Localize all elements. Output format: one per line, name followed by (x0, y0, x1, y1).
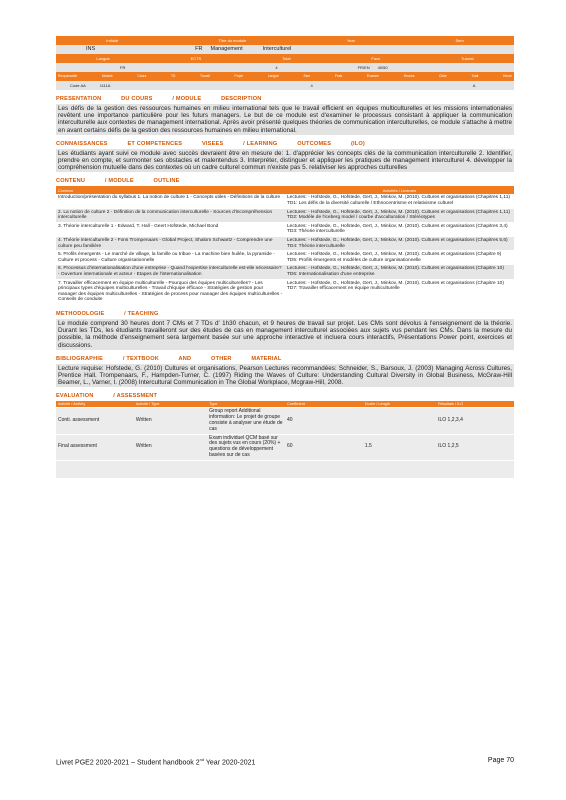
heading-word: ET COMPETENCES (127, 140, 183, 147)
evaluation-type (134, 460, 207, 478)
evaluation-description: Group report Additional information: Le projet de groupe consiste à analyser une étude de cas (207, 408, 285, 434)
evaluation-type: Written (134, 408, 207, 434)
heading-word: / ASSESSMENT (113, 393, 158, 400)
header-cell: Langue (96, 56, 110, 61)
table-row (56, 279, 514, 304)
header-cell: 4 (275, 65, 278, 70)
outline-header-content: Contenu (56, 186, 285, 194)
section-heading-presentation (56, 96, 514, 102)
evaluation-length (363, 460, 436, 478)
heading-word: / MODULE (104, 178, 134, 185)
outline-content: 7. Travailler efficacement en équipe multiculturelle - Pourquoi des équipes multiculturelles? - Les principaux types d'équipes multiculturelles - Travail d'équipe efficace - Stratégies de gestion pour manager des équipes multiculturelles - Stratégies de process pour manager des équipes multiculturelles - Conseils de conduite (56, 279, 285, 304)
table-row (56, 222, 514, 236)
heading-word: DESCRIPTION (221, 96, 262, 102)
heading-word: CONTENU (56, 178, 86, 185)
section-heading-bibliographie (56, 356, 514, 362)
header-row-6 (56, 81, 514, 90)
outline-content: 2. La notion de culture 2 - Définition de la communication interculturelle - Sources d'incompréhension interculturelle (56, 208, 285, 222)
header-cell: FR/EN (357, 65, 370, 70)
table-row (56, 460, 514, 478)
footer-page-number: Page 70 (487, 757, 514, 764)
header-cell: Management (210, 46, 243, 52)
table-row (56, 251, 514, 265)
heading-word: CONNAISSANCES (56, 140, 108, 147)
table-row (56, 408, 514, 434)
section-heading-competences (56, 141, 514, 147)
competences-text: Les étudiants ayant suivi ce module avec succès devraient être en mesure de: 1. d'apprécier les concepts clés de la communication interculturelle 2. Identifier, prendre en compte, et surmonter ses obstacles et malentendus 3. Interpréter, distinguer et appliquer les pratiques de management interculturel 4. développer la compréhension mutuelle dans des contextes où un cadre culturel commun n'existe pas 5. relativiser les approches culturelles (58, 149, 512, 172)
footer-title-superscript: nd (199, 757, 205, 762)
header-cell: Sem (303, 74, 311, 78)
page-footer (56, 757, 514, 766)
heading-word: (ILO) (350, 140, 365, 147)
evaluation-header: Résultats / ILO (436, 401, 514, 408)
header-row-2 (56, 45, 514, 54)
heading-word: BIBLIOGRAPHIE (56, 355, 104, 362)
heading-word: / TEXTBOOK (122, 355, 159, 362)
footer-handbook-title (56, 757, 255, 766)
header-cell: Heure (502, 74, 512, 78)
bibliographie-text: Lecture requise: Hofstede, G. (2010) Cultures et organisations, Pearson Lectures recommandées: Schneider, S., Barsoux, J. (2003) Managing Across Cultures, Prentice Hall. Trompenaars, F., Hampden-Turner, C. (1997) Riding the Waves of Culture: Understanding Cultural Diversity in Global Business, McGraw-Hill Beamer, L., Varner, I. (2008) Intercultural Communication in The Global Workplace, Mcgraw-Hill, 2008. (58, 364, 512, 387)
evaluation-ilo: ILO 1,2,5 (436, 434, 514, 460)
evaluation-type: Written (134, 434, 207, 460)
outline-content: 4. Théorie interculturelle 2 - Fons Trompenaars - Global Project, Shalom Schwartz - Comprendre une culture peu familière (56, 236, 285, 250)
section-heading-contenu (56, 178, 514, 184)
header-cell: Module (101, 74, 113, 78)
heading-word: / TEACHING (124, 310, 159, 317)
heading-word: / MODULE (172, 96, 202, 102)
header-cell: 1111A (99, 83, 111, 88)
header-cell: Year (346, 38, 355, 43)
outline-content: 3. Théorie interculturelle 1 - Edward, T. Hall - Geert Hofstede, Michael Bond (56, 222, 285, 236)
header-cell: FR (195, 46, 203, 52)
evaluation-coefficient: 60 (285, 434, 363, 460)
evaluation-table (56, 401, 514, 478)
outline-reading: Lectures: - Hofstede, G., Hofstede, Gert, J., Minkov, M. (2010). Cultures et organisations (Chapitres 1,11) TD2: Modèle de l'iceberg model / courbe d'acculturation / Stéréotypes (285, 208, 514, 222)
header-row-4 (56, 63, 514, 72)
header-row-3 (56, 54, 514, 63)
outline-reading: Lectures: - Hofstede, G., Hofstede, Gert, J., Minkov, M. (2010). Cultures et organisations (Chapitre 10) TD7: Travailler efficacement en équipe multiculturelle (285, 279, 514, 304)
header-cell: Tutorat (461, 56, 474, 61)
heading-word: EVALUATION (56, 393, 94, 400)
outline-reading: Lectures: - Hofstede, G., Hofstede, Gert, J., Minkov, M. (2010). Cultures et organisations (Chapitres 3,4) TD3: Théorie interculturelle (285, 222, 514, 236)
presentation-text: Les défis de la gestion des ressources humaines en milieu international tels que le travail efficient en équipes multiculturelles et les missions internationales revêtent une importance particulière pour les futurs managers. Le but de ce module est d'examiner le processus consistant à appliquer la communication interculturelle aux contextes de management international. Après avoir présenté quelques théories de communication interculturelles, ce module s'attache à mettre en avant certains défis de la gestion des ressources humaines en milieu international. (58, 105, 512, 134)
header-cell: 4 (310, 83, 313, 88)
heading-word: / LEARNING (243, 140, 278, 147)
evaluation-header: Coefficient (285, 401, 363, 408)
header-cell: Cible (439, 74, 447, 78)
outline-content: Introduction/présentation du syllabus 1. La notion de culture 1 - Concepts utiles - Définitions de la culture (56, 194, 285, 208)
heading-word: OTHER (211, 355, 232, 362)
header-cell: Travail (200, 74, 210, 78)
header-cell: ECTS (190, 56, 202, 61)
header-cell: Responsable (58, 74, 78, 78)
header-cell: Code AA (70, 83, 86, 88)
header-row-1 (56, 36, 514, 45)
heading-word: OUTCOMES (297, 140, 332, 147)
evaluation-description: Exam individuel QCM basé sur des sujets vus en cours (20%) + questions de développement basées sur de cas (207, 434, 285, 460)
section-heading-methodologie (56, 311, 514, 317)
header-cell: Sem (455, 38, 464, 43)
heading-word: PRESENTATION (56, 96, 102, 102)
header-cell: Projet (234, 74, 244, 78)
section-heading-evaluation (56, 393, 514, 399)
heading-word: AND (178, 355, 192, 362)
evaluation-ilo: ILO 1,2,3,4 (436, 408, 514, 434)
header-cell: Interculturel (262, 46, 292, 52)
heading-word: DU COURS (121, 96, 153, 102)
header-cell: Langue (267, 74, 279, 78)
outline-table (56, 186, 514, 305)
table-row (56, 236, 514, 250)
header-cell: Examen (367, 74, 380, 78)
header-cell: Frais (334, 74, 343, 78)
outline-content: 6. Processus d'internationalisation d'une entreprise - Quand l'expertise interculturelle est-elle nécessaire? - Ouverture internationale et acteur - Etapes de l'internationalisation (56, 265, 285, 279)
evaluation-activity: Final assessment (56, 434, 134, 460)
evaluation-ilo (436, 460, 514, 478)
heading-word: METHODOLOGIE (56, 310, 105, 317)
evaluation-header: Activité / Activity (56, 401, 134, 408)
evaluation-activity: Conti. assessment (56, 408, 134, 434)
header-cell: A (472, 83, 476, 88)
heading-word: OUTLINE (153, 178, 180, 185)
header-row-5 (56, 72, 514, 81)
header-cell: Titre du module (218, 38, 247, 43)
evaluation-activity (56, 460, 134, 478)
document-page (56, 36, 514, 478)
outline-content: 5. Profils émergents - Le marché de village, la famille ou tribue - La machine bien huilée, la pyramide - Culture et process - Culture organisationnelle (56, 251, 285, 265)
evaluation-header: Type (207, 401, 285, 408)
footer-title-part: Year 2020-2021 (204, 759, 256, 767)
header-cell: INS (86, 46, 96, 52)
outline-reading: Lectures: - Hofstede, G., Hofstede, Gert, J., Minkov, M. (2010). Cultures et organisations (Chapitre 10) TD6: Internationalisation d'une entreprise (285, 265, 514, 279)
header-cell: Face (371, 56, 381, 61)
outline-reading: Lectures: - Hofstede, G., Hofstede, Gert, J., Minkov, M. (2010). Cultures et organisations (Chapitres 1,11) TD1: Les défis de la diversité culturelle / Ethnocentrisme et relativisme culturel (285, 194, 514, 208)
table-row (56, 194, 514, 208)
header-cell: TD (170, 74, 176, 78)
header-cell: Total (282, 56, 291, 61)
evaluation-header: Durée / Length (363, 401, 436, 408)
header-cell: Heures (403, 74, 415, 78)
methodologie-text: Le module comprend 30 heures dont 7 CMs et 7 TDs d' 1h30 chacun, et 9 heures de travail sur projet. Les CMs sont dévolus à l'enseignement de la théorie. Durant les TDs, les étudiants travailleront sur des études de cas en management interculturel associées aux sujets vus pendant les CMs. Dans la mesure du possible, la méthode d'enseignement sera largement basée sur une approche interactive et incluera cours interactifs, Présentations Power point, exercices et discussions. (58, 319, 512, 349)
table-row (56, 208, 514, 222)
evaluation-length: 1.5 (363, 434, 436, 460)
header-cell: Cours (137, 74, 147, 78)
heading-word: VISEES (201, 140, 224, 147)
heading-word: MATERIAL (251, 355, 282, 362)
header-cell: Intitulé (106, 38, 119, 43)
evaluation-coefficient (285, 460, 363, 478)
outline-reading: Lectures: - Hofstede, G., Hofstede, Gert, J., Minkov, M. (2010). Cultures et organisations (Chapitre 9) TD5: Profils émergents et modèles de culture organisationnelle (285, 251, 514, 265)
table-row (56, 265, 514, 279)
evaluation-length (363, 408, 436, 434)
evaluation-description (207, 460, 285, 478)
header-cell: 40/50 (377, 65, 388, 70)
outline-reading: Lectures: - Hofstede, G., Hofstede, Gert, J., Minkov, M. (2010). Cultures et organisations (Chapitres 5,6) TD4: Théorie interculturelle (285, 236, 514, 250)
evaluation-header: Activité / Type (134, 401, 207, 408)
header-cell: FR (120, 65, 126, 70)
header-cell: Total (471, 74, 479, 78)
evaluation-coefficient: 40 (285, 408, 363, 434)
footer-title-part: Livret PGE2 2020-2021 – Student handbook 2 (56, 759, 200, 767)
outline-header-reading: Activités / Lectures (285, 186, 514, 194)
table-row (56, 434, 514, 460)
